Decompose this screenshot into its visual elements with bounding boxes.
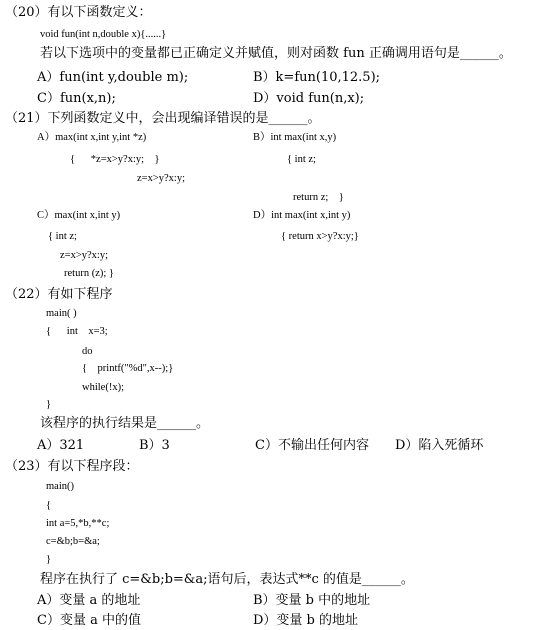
q21-option-a-line1: A）max(int x,int y,int *z) [37, 132, 147, 143]
q21-option-b-line1: B）int max(int x,y) [253, 132, 337, 143]
q22-code-line: { printf("%d",x--);} [82, 363, 174, 374]
q21-option-c-line2: { int z; [48, 231, 77, 242]
q20-title: （20）有以下函数定义： [5, 5, 152, 20]
q22-option-c: C）不输出任何内容 [255, 438, 369, 453]
q22-title: （22）有如下程序 [5, 287, 113, 302]
q22-question: 该程序的执行结果是______。 [40, 416, 210, 431]
q22-option-b: B）3 [139, 438, 170, 453]
q21-option-d-line2: { return x>y?x:y;} [281, 231, 359, 242]
q22-code-line: while(!x); [82, 382, 124, 393]
q21-option-c-line4: return (z); } [64, 268, 114, 279]
q22-code-line: { int x=3; [46, 326, 108, 337]
q20-option-d: D）void fun(n,x); [253, 91, 365, 106]
q21-option-c-line1: C）max(int x,int y) [37, 210, 121, 221]
q21-option-a-line2: { *z=x>y?x:y; } [70, 154, 160, 165]
q23-option-a: A）变量 a 的地址 [37, 593, 141, 608]
q23-code-line: } [46, 554, 52, 565]
q23-code-line: main() [46, 481, 74, 492]
q23-title: （23）有以下程序段： [5, 459, 139, 474]
q23-option-b: B）变量 b 中的地址 [253, 593, 371, 608]
q22-code-line: do [82, 346, 93, 357]
q23-code-line: c=&b;b=&a; [46, 536, 100, 547]
q21-option-b-line3: return z; } [293, 192, 344, 203]
q21-option-c-line3: z=x>y?x:y; [60, 250, 108, 261]
q22-option-d: D）陷入死循环 [395, 438, 484, 453]
q20-code: void fun(int n,double x){......} [40, 29, 167, 40]
q23-question: 程序在执行了 c=&b;b=&a;语句后，表达式**c 的值是______。 [40, 572, 414, 587]
q20-option-a: A）fun(int y,double m); [37, 70, 189, 85]
q23-code-line: { [46, 500, 52, 511]
q21-option-d-line1: D）int max(int x,int y) [253, 210, 351, 221]
q20-option-c: C）fun(x,n); [37, 91, 116, 106]
q21-option-a-line3: z=x>y?x:y; [137, 173, 185, 184]
q21-title: （21）下列函数定义中，会出现编译错误的是______。 [5, 111, 321, 126]
q23-option-d: D）变量 b 的地址 [253, 613, 359, 628]
q20-question: 若以下选项中的变量都已正确定义并赋值，则对函数 fun 正确调用语句是______。 [40, 46, 512, 61]
q22-code-line: } [46, 399, 52, 410]
q21-option-b-line2: { int z; [287, 154, 316, 165]
q22-option-a: A）321 [37, 438, 85, 453]
q20-option-b: B）k=fun(10,12.5); [253, 70, 381, 85]
q23-option-c: C）变量 a 中的值 [37, 613, 141, 628]
q23-code-line: int a=5,*b,**c; [46, 518, 110, 529]
q22-code-line: main( ) [46, 308, 77, 319]
